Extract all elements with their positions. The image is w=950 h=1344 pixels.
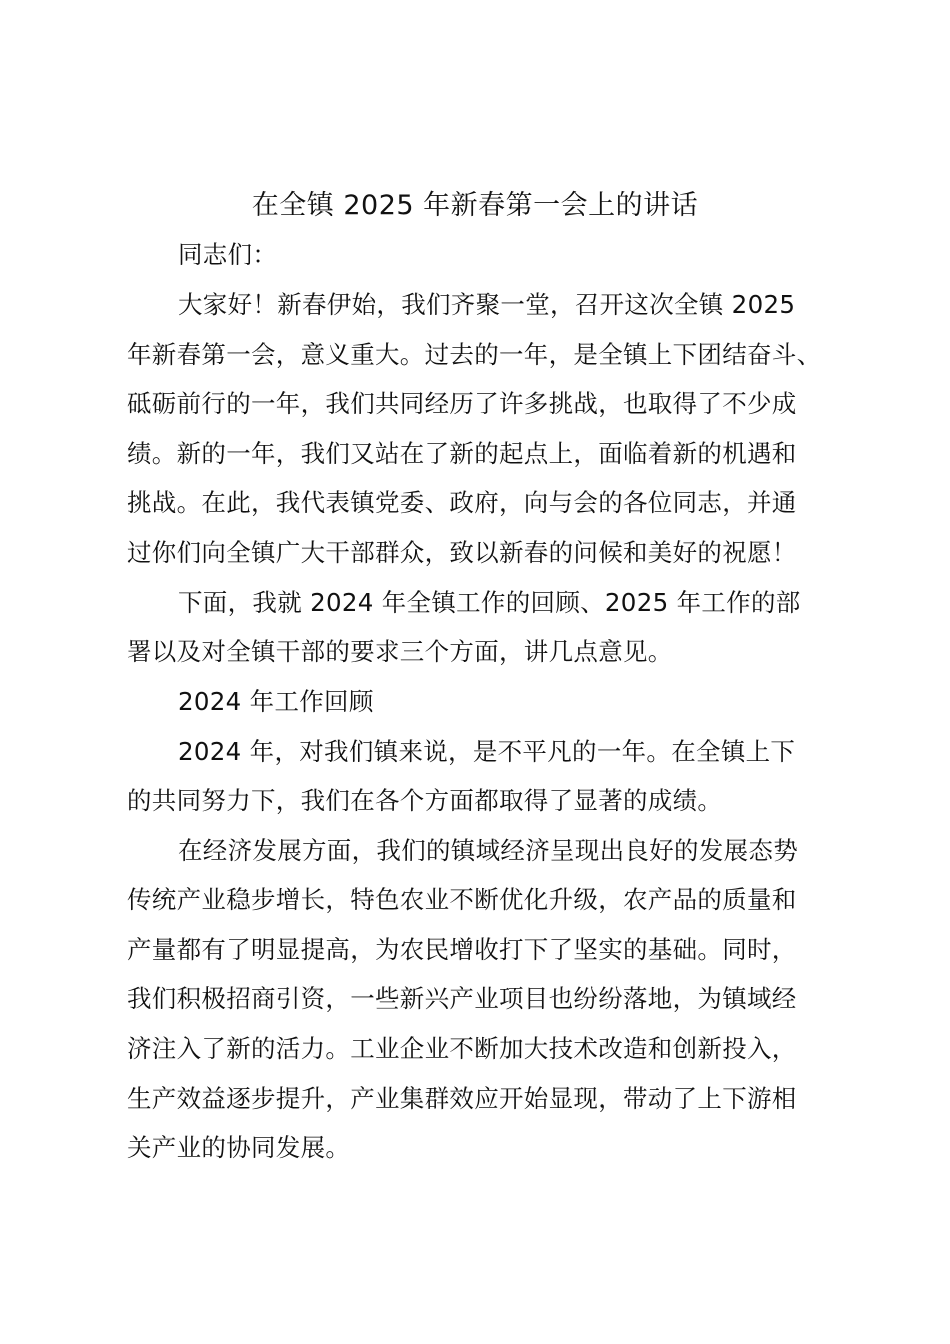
paragraph-line: 产量都有了明显提高，为农民增收打下了坚实的基础。同时， bbox=[127, 935, 797, 964]
paragraph-line: 大家好！新春伊始，我们齐聚一堂，召开这次全镇 2025 bbox=[178, 290, 796, 319]
paragraph-line: 挑战。在此，我代表镇党委、政府，向与会的各位同志，并通 bbox=[127, 488, 797, 517]
paragraph-line: 在经济发展方面，我们的镇域经济呈现出良好的发展态势 bbox=[178, 836, 798, 865]
paragraph-line: 传统产业稳步增长，特色农业不断优化升级，农产品的质量和 bbox=[127, 885, 797, 914]
salutation: 同志们： bbox=[178, 240, 278, 269]
paragraph-line: 2024 年，对我们镇来说，是不平凡的一年。在全镇上下 bbox=[178, 737, 796, 766]
paragraph-line: 的共同努力下，我们在各个方面都取得了显著的成绩。 bbox=[127, 786, 723, 815]
paragraph-line: 砥砺前行的一年，我们共同经历了许多挑战，也取得了不少成 bbox=[127, 389, 797, 418]
paragraph-line: 我们积极招商引资，一些新兴产业项目也纷纷落地，为镇域经 bbox=[127, 984, 797, 1013]
section-heading: 2024 年工作回顾 bbox=[178, 687, 374, 716]
paragraph-line: 署以及对全镇干部的要求三个方面，讲几点意见。 bbox=[127, 637, 673, 666]
paragraph-line: 下面，我就 2024 年全镇工作的回顾、2025 年工作的部 bbox=[178, 588, 801, 617]
document-title: 在全镇 2025 年新春第一会上的讲话 bbox=[251, 190, 699, 221]
paragraph-line: 济注入了新的活力。工业企业不断加大技术改造和创新投入， bbox=[127, 1034, 797, 1063]
paragraph-line: 过你们向全镇广大干部群众，致以新春的问候和美好的祝愿！ bbox=[127, 538, 797, 567]
paragraph-line: 绩。新的一年，我们又站在了新的起点上，面临着新的机遇和 bbox=[127, 439, 797, 468]
paragraph-line: 年新春第一会，意义重大。过去的一年，是全镇上下团结奋斗、 bbox=[127, 340, 822, 369]
paragraph-line: 生产效益逐步提升，产业集群效应开始显现，带动了上下游相 bbox=[127, 1084, 797, 1113]
paragraph-line: 关产业的协同发展。 bbox=[127, 1133, 351, 1162]
